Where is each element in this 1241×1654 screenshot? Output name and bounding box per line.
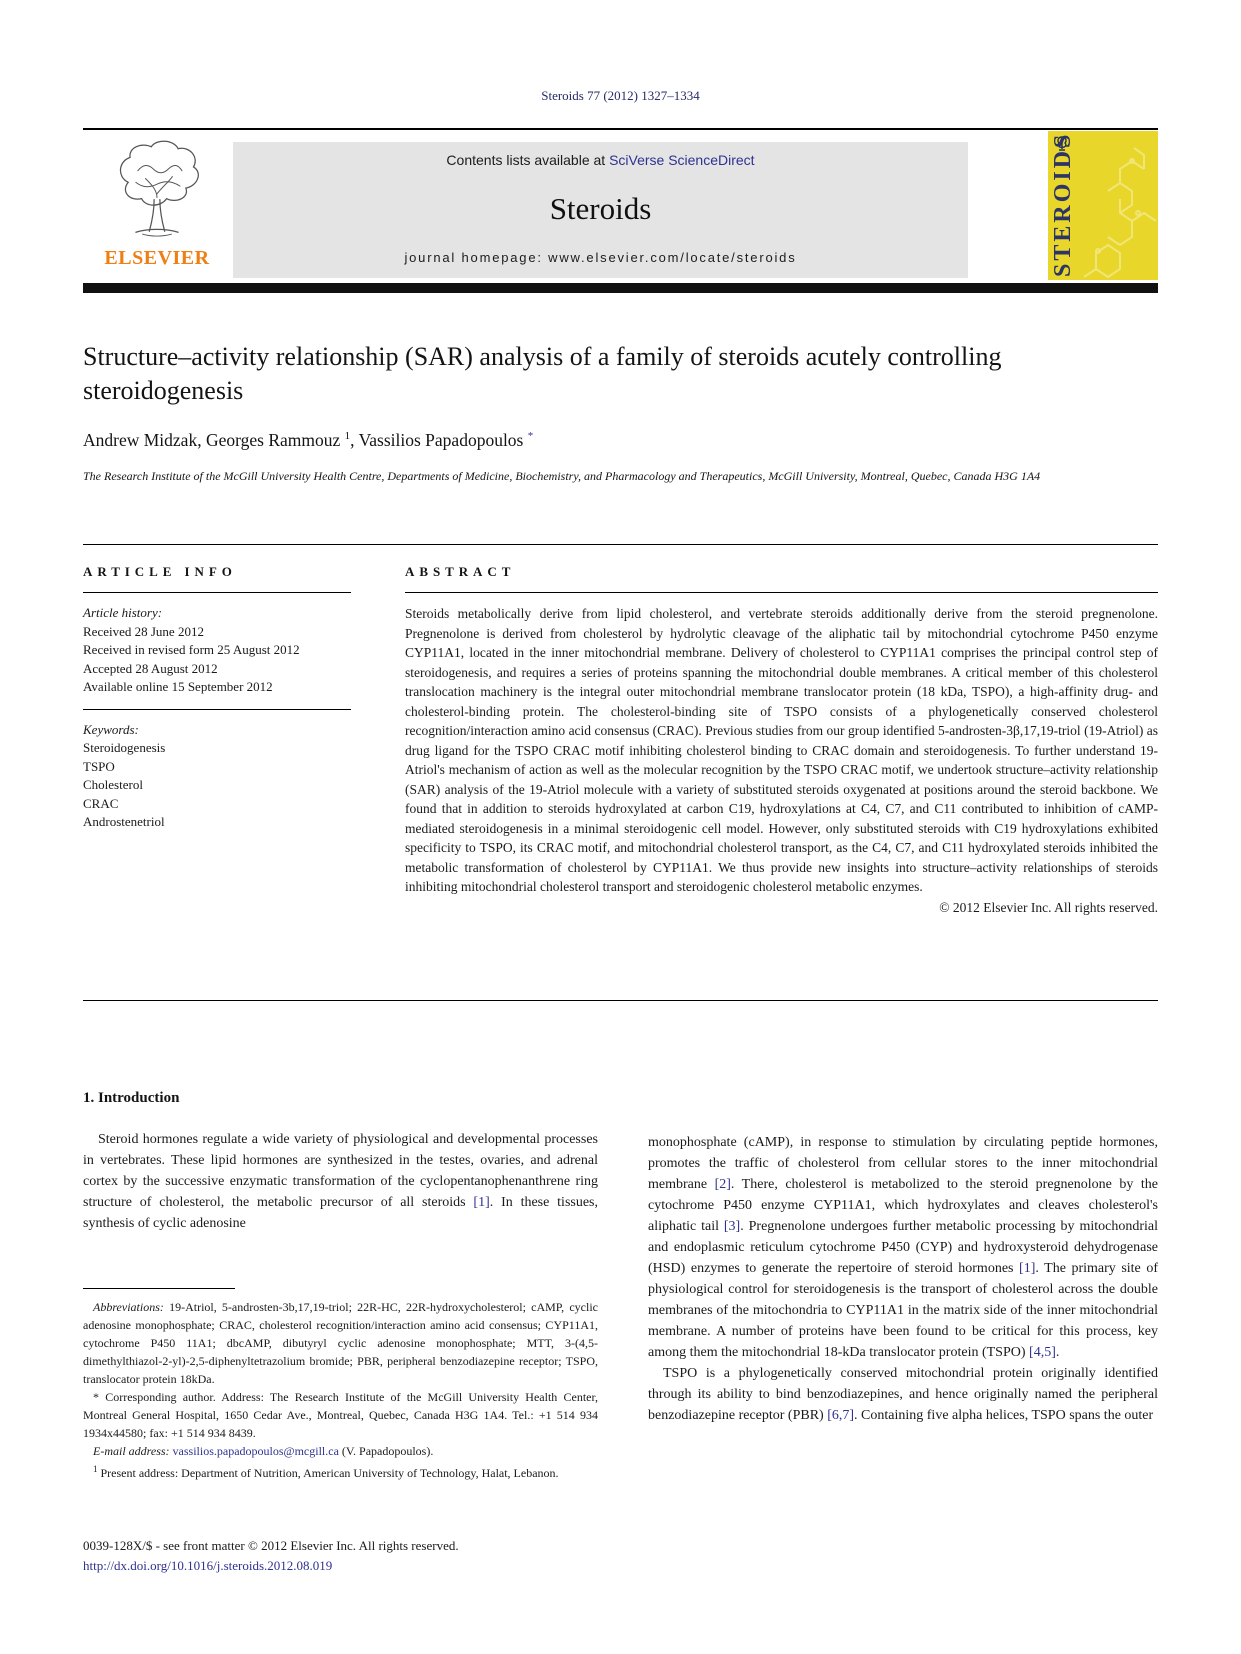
abbreviations-footnote	[83, 1298, 598, 1388]
abbreviations-label: Abbreviations:	[93, 1300, 164, 1314]
header-rule	[83, 128, 1158, 130]
elsevier-tree-icon	[109, 227, 205, 244]
corresponding-author-marker[interactable]: *	[527, 430, 534, 443]
history-online: Available online 15 September 2012	[83, 679, 273, 694]
keyword: TSPO	[83, 758, 115, 774]
history-accepted: Accepted 28 August 2012	[83, 660, 218, 676]
keywords-divider-rule	[83, 709, 351, 710]
keyword: CRAC	[83, 795, 119, 811]
author-footnote-marker[interactable]: 1	[344, 430, 351, 443]
journal-homepage-link[interactable]: journal homepage: www.elsevier.com/locate/steroids	[404, 250, 797, 265]
email-label: E-mail address:	[93, 1444, 170, 1458]
elsevier-wordmark: ELSEVIER	[104, 247, 210, 269]
keyword: Steroidogenesis	[83, 740, 166, 755]
footnote-rule	[83, 1288, 235, 1289]
abstract-section	[405, 564, 1158, 916]
abstract-copyright: © 2012 Elsevier Inc. All rights reserved.	[939, 899, 1158, 915]
present-address-text: Present address: Department of Nutrition, American University of Technology, Halat, Lebanon.	[97, 1466, 559, 1480]
affiliation: The Research Institute of the McGill University Health Centre, Departments of Medicine, Biochemistry, and Pharmacology and Therapeutics, McGill University, Montreal, Quebec, Canada H3G 1A4	[83, 469, 1041, 483]
elsevier-logo	[83, 140, 231, 278]
keyword: Cholesterol	[83, 777, 143, 792]
footnotes	[83, 1288, 598, 1482]
email-suffix: (V. Papadopoulos).	[338, 1444, 434, 1458]
present-address-footnote	[83, 1460, 598, 1482]
journal-title: Steroids	[549, 191, 652, 226]
intro-column-left	[83, 1090, 598, 1234]
intro-paragraph-1: Steroid hormones regulate a wide variety of physiological and developmental processes in vertebrates. These lipid hormones are synthesized in the testes, ovaries, and adrenal cortex by the successive enzymatic transformation of the cyclopentanophenanthrene ring structure of cholesterol, the metabolic precursor of all steroids [1]. In these tissues, synthesis of cyclic adenosine	[83, 1132, 599, 1231]
masthead-divider-bar	[83, 283, 1158, 293]
keywords-label: Keywords:	[83, 721, 139, 737]
article-info-heading: ARTICLE INFO	[83, 564, 351, 593]
abstract-text: Steroids metabolically derive from lipid cholesterol, and vertebrate steroids additionally derive from the steroid pregnenolone. Pregnenolone is derived from cholesterol by hydrolytic cleavage of the aliphatic tail by mitochondrial cytochrome P450 enzyme CYP11A1, located in the inner mitochondrial membrane. Delivery of cholesterol to CYP11A1 comprises the principal control step of steroidogenesis, and requires a series of proteins spanning the mitochondrial double membranes. A critical member of this cholesterol translocation machinery is the integral outer mitochondrial membrane translocator protein (18 kDa, TSPO), a high-affinity drug- and cholesterol-binding protein. The cholesterol-binding site of TSPO consists of a phylogenetically conserved cholesterol recognition/interaction amino acid consensus (CRAC). Previous studies from our group identified 5-androsten-3β,17,19-triol (19-Atriol) as drug ligand for the TSPO CRAC motif inhibiting cholesterol binding to CRAC domain and steroidogenesis. To further understand 19-Atriol's mechanism of action as well as the molecular recognition by the TSPO CRAC motif, we undertook structure–activity relationship (SAR) analysis of the 19-Atriol molecule with a variety of substituted steroids oxygenated at positions around the steroid backbone. We found that in addition to steroids hydroxylated at carbon C19, hydroxylations at C4, C7, and C11 contributed to inhibition of cAMP-mediated steroidogenesis in a minimal steroidogenic cell model. However, only substituted steroids with C19 hydroxylations exhibited specificity to TSPO, its CRAC motif, and mitochondrial cholesterol transport, as the C4, C7, and C11 hydroxylated steroids inhibited the metabolic transformation of cholesterol by CYP11A1. We thus provide new insights into structure–activity relationships of steroids inhibiting mitochondrial cholesterol transport and steroidogenic cholesterol metabolic enzymes.	[405, 606, 1158, 894]
article-info-section	[83, 564, 351, 832]
article-history-label: Article history:	[83, 605, 163, 620]
info-abstract-top-rule	[83, 544, 1158, 545]
keyword: Androstenetriol	[83, 814, 165, 829]
doi-link[interactable]: http://dx.doi.org/10.1016/j.steroids.2012.08.019	[83, 1558, 333, 1573]
author-line	[83, 430, 533, 451]
masthead-box	[233, 142, 968, 278]
issn-line: 0039-128X/$ - see front matter © 2012 Elsevier Inc. All rights reserved.	[83, 1538, 459, 1553]
article-history-block	[83, 604, 351, 832]
info-abstract-bottom-rule	[83, 1000, 1158, 1001]
sciverse-sciencedirect-link[interactable]: SciVerse ScienceDirect	[609, 152, 755, 168]
corresponding-text: Corresponding author. Address: The Research Institute of the McGill University Health Center, Montreal General Hospital, 1650 Cedar Ave., Montreal, Quebec, Canada H3G 1A4. Tel.: +1 514 934 1934x44580; fax: +1 514 934 8439.	[83, 1390, 598, 1440]
article-title: Structure–activity relationship (SAR) analysis of a family of steroids acutely controlling steroidogenesis	[83, 342, 1002, 406]
intro-paragraph-3: TSPO is a phylogenetically conserved mitochondrial protein originally identified through its ability to bind benzodiazepines, and hence originally named the peripheral benzodiazepine receptor (PBR) [6,7]. Containing five alpha helices, TSPO spans the outer	[648, 1366, 1158, 1423]
cover-title: STEROIDS	[1050, 131, 1076, 277]
intro-column-right	[648, 1132, 1158, 1426]
abbreviations-text: 19-Atriol, 5-androsten-3b,17,19-triol; 22R-HC, 22R-hydroxycholesterol; cAMP, cyclic adenosine monophosphate; CRAC, cholesterol recognition/interaction amino acid consensus; CYP11A1, cytochrome P450 11A1; dbcAMP, dibutyryl cyclic adenosine monophosphate; MTT, 3-(4,5-dimethylthiazol-2-yl)-2,5-diphenyltetrazolium bromide; PBR, peripheral benzodiazepine receptor; TSPO, translocator protein 18kDa.	[83, 1300, 598, 1386]
intro-paragraph-2: monophosphate (cAMP), in response to stimulation by circulating peptide hormones, promotes the traffic of cholesterol from cellular stores to the inner mitochondrial membrane [2]. There, cholesterol is metabolized to the steroid pregnenolone by the cytochrome P450 enzyme CYP11A1, which hydroxylates and cleaves cholesterol's aliphatic tail [3]. Pregnenolone undergoes further metabolic processing by mitochondrial and endoplasmic reticulum cytochrome P450 (CYP) and hydroxysteroid dehydrogenase (HSD) enzymes to generate the repertoire of steroid hormones [1]. The primary site of physiological control for steroidogenesis is the transport of cholesterol across the double membranes of the mitochondria to CYP11A1 in the matrix side of the inner mitochondrial membrane. A number of proteins have been found to be critical for this process, key among them the mitochondrial 18-kDa translocator protein (TSPO) [4,5].	[648, 1135, 1158, 1360]
email-footnote	[83, 1442, 598, 1460]
corresponding-author-footnote	[83, 1388, 598, 1442]
history-received: Received 28 June 2012	[83, 623, 204, 639]
header-citation: Steroids 77 (2012) 1327–1334	[541, 88, 700, 103]
history-revised: Received in revised form 25 August 2012	[83, 642, 300, 657]
introduction-heading: 1. Introduction	[83, 1090, 180, 1106]
corresponding-star: *	[93, 1390, 99, 1404]
journal-cover-thumbnail	[1048, 131, 1158, 280]
abstract-heading: ABSTRACT	[405, 564, 1158, 593]
present-address-marker: 1	[93, 1464, 98, 1474]
email-link[interactable]: vassilios.papadopoulos@mcgill.ca	[172, 1444, 339, 1458]
contents-line	[446, 152, 754, 168]
author-names: Andrew Midzak, Georges Rammouz	[83, 430, 341, 450]
page-footer	[83, 1536, 459, 1576]
contents-prefix: Contents lists available at	[446, 152, 610, 168]
author-names-cont: , Vassilios Papadopoulos	[350, 430, 524, 450]
